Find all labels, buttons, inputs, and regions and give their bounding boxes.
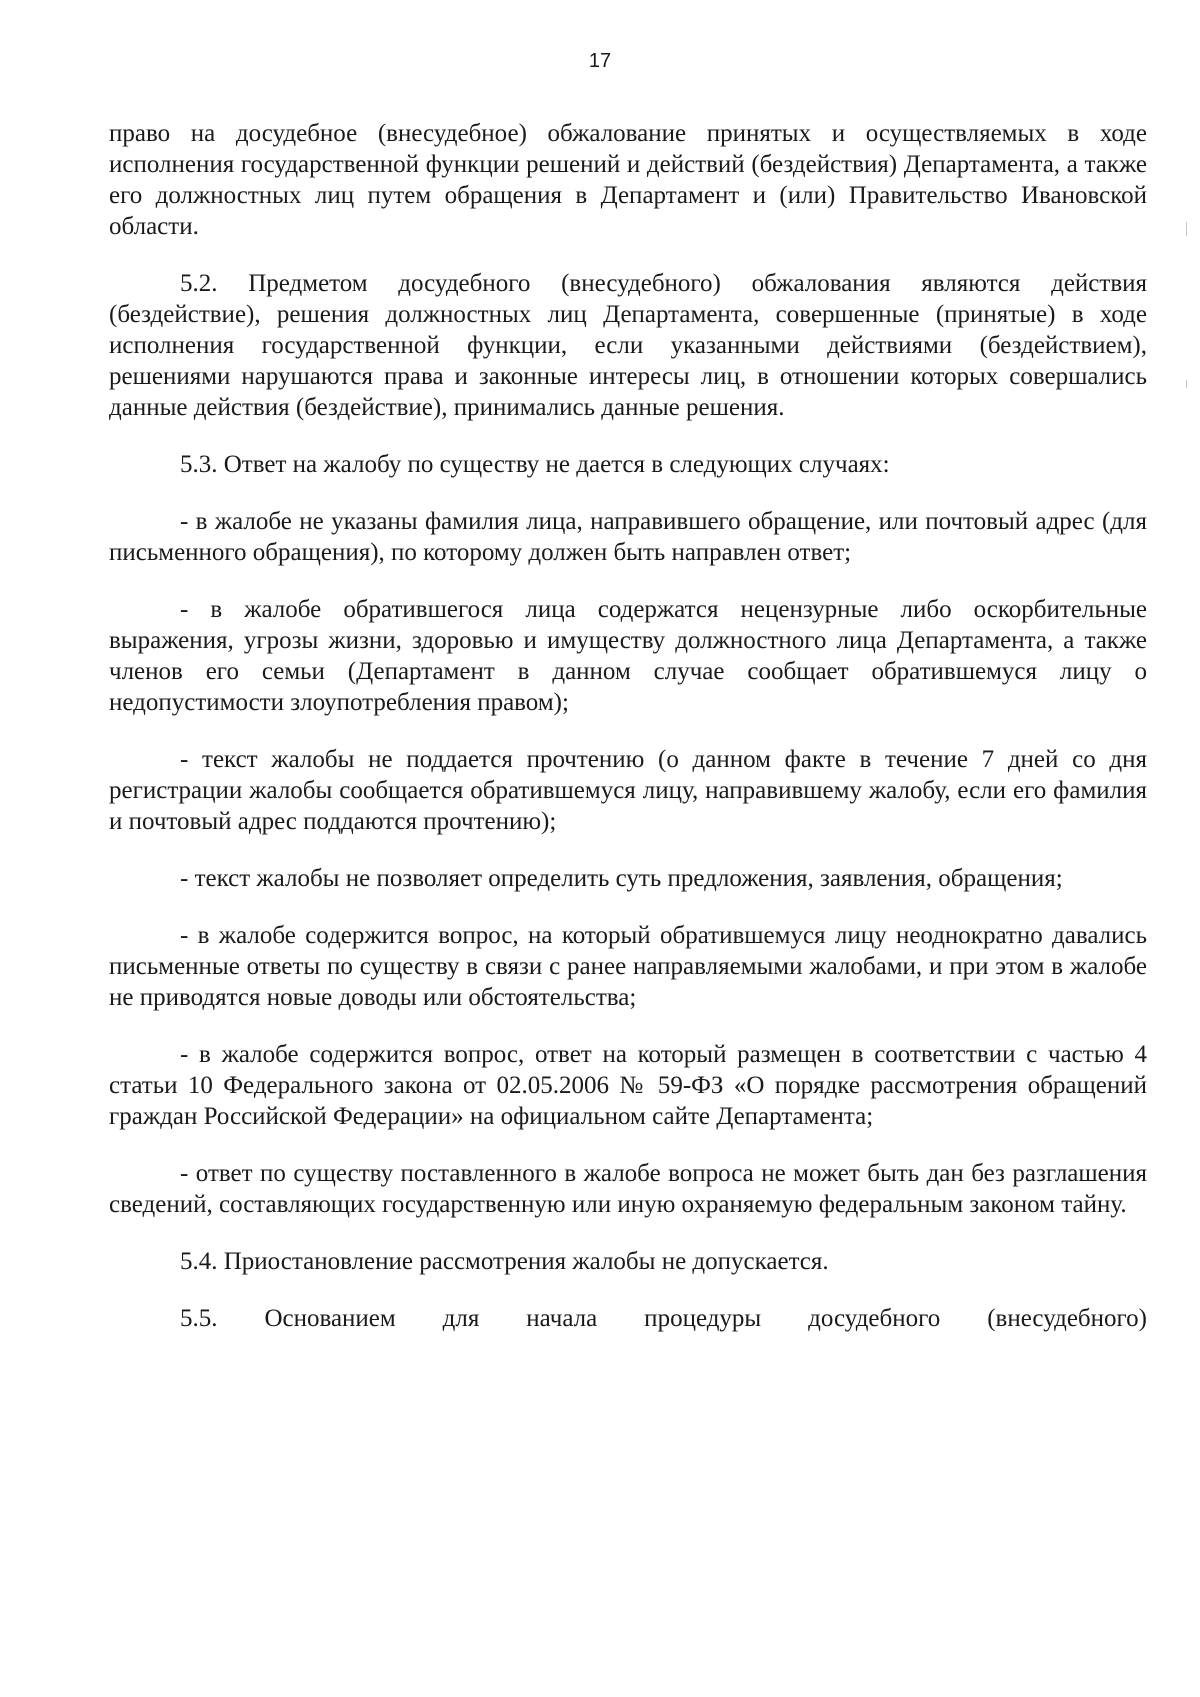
list-item-repeated-question: - в жалобе содержится вопрос, на который обратившемуся лицу неоднократно давались письменные ответы по существу в связи с ранее направляемыми жалобами, и при этом в жалобе не приводятся новые доводы или обстоятельства; [109, 922, 1147, 1011]
paragraph-5-3: 5.3. Ответ на жалобу по существу не дается в следующих случаях: [180, 451, 890, 478]
list-item-unreadable-text: - текст жалобы не поддается прочтению (о данном факте в течение 7 дней со дня регистрации жалобы сообщается обратившемуся лицу, направившему жалобу, если его фамилия и почтовый адрес поддаются прочтению); [109, 746, 1147, 835]
list-item-no-name-or-address: - в жалобе не указаны фамилия лица, направившего обращение, или почтовый адрес (для письменного обращения), по которому должен быть направлен ответ; [109, 508, 1147, 566]
document-body [109, 118, 1147, 1360]
scan-artifact-mark [1186, 222, 1187, 236]
list-item-secret-information: - ответ по существу поставленного в жалобе вопроса не может быть дан без разглашения сведений, составляющих государственную или иную охраняемую федеральным законом тайну. [109, 1160, 1147, 1218]
scan-artifact-mark [1186, 380, 1187, 388]
list-item-obscene-language: - в жалобе обратившегося лица содержатся нецензурные либо оскорбительные выражения, угрозы жизни, здоровью и имуществу должностного лица Департамента, а также членов его семьи (Департамент в данном случае сообщает обратившемуся лицу о недопустимости злоупотребления правом); [109, 596, 1147, 716]
paragraph-appeal-right-continuation: право на досудебное (внесудебное) обжалование принятых и осуществляемых в ходе исполнения государственной функции решений и действий (бездействия) Департамента, а также его должностных лиц путем обращения в Департамент и (или) Правительство Ивановской области. [109, 120, 1147, 240]
list-item-answer-published: - в жалобе содержится вопрос, ответ на который размещен в соответствии с частью 4 статьи 10 Федерального закона от 02.05.2006 № 59-ФЗ «О порядке рассмотрения обращений граждан Российской Федерации» на официальном сайте Департамента; [109, 1041, 1147, 1130]
paragraph-5-5: 5.5. Основанием для начала процедуры досудебного (внесудебного) [180, 1305, 1147, 1332]
page-number: 17 [588, 50, 612, 72]
list-item-essence-undeterminable: - текст жалобы не позволяет определить суть предложения, заявления, обращения; [180, 865, 1063, 892]
paragraph-5-2: 5.2. Предметом досудебного (внесудебного) обжалования являются действия (бездействие), решения должностных лиц Департамента, совершенные (принятые) в ходе исполнения государственной функции, если указанными действиями (бездействием), решениями нарушаются права и законные интересы лиц, в отношении которых совершались данные действия (бездействие), принимались данные решения. [109, 270, 1147, 421]
paragraph-5-4: 5.4. Приостановление рассмотрения жалобы не допускается. [180, 1248, 829, 1275]
